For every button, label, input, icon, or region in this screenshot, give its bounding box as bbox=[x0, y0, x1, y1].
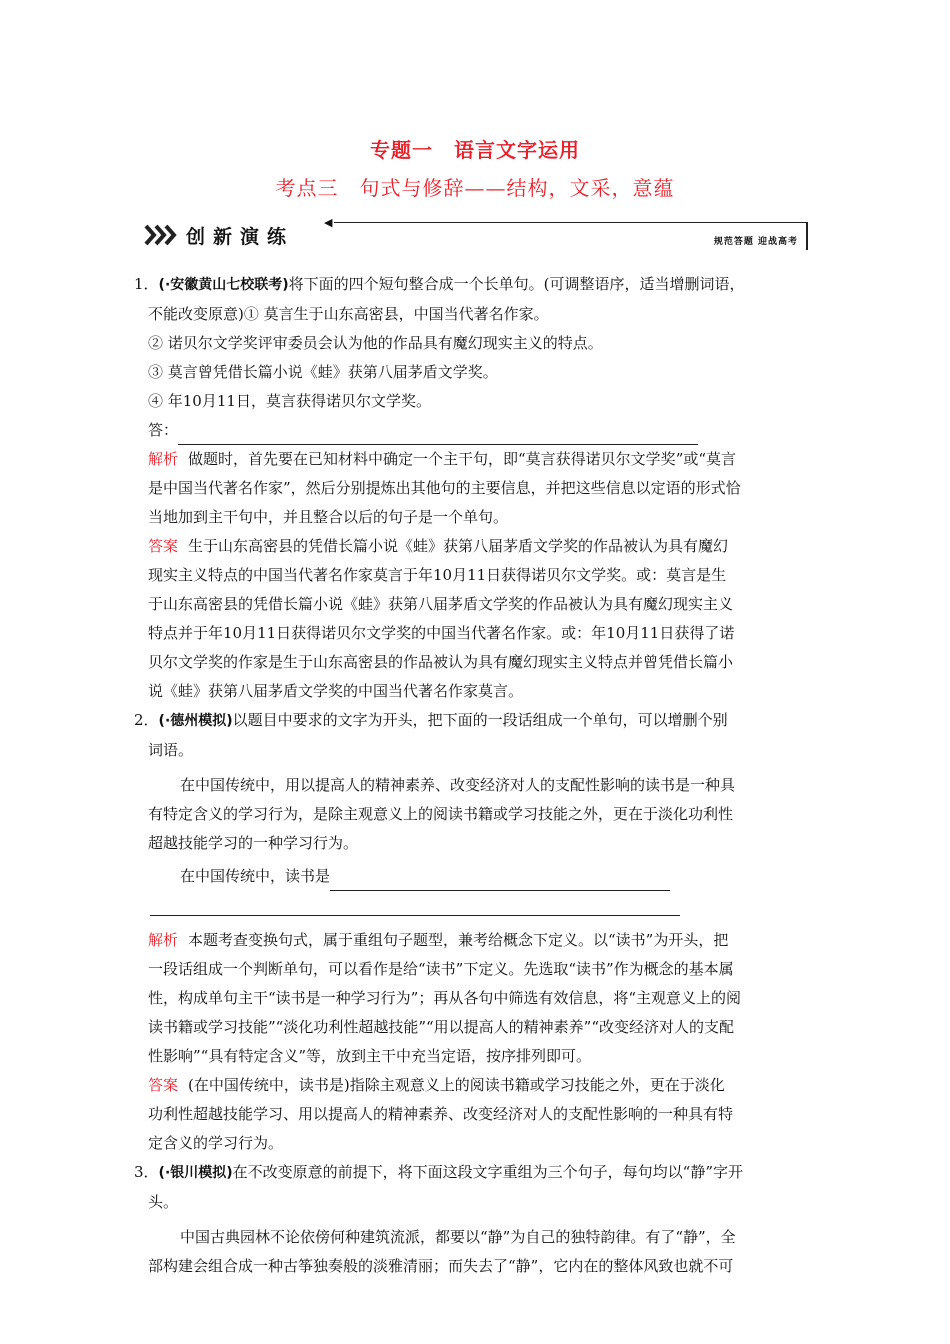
answer-line bbox=[134, 532, 814, 561]
question-text: 将下面的四个短句整合成一个长单句。(可调整语序，适当增删词语， bbox=[288, 275, 745, 293]
analysis-line: 一段话组成一个判断单句，可以看作是给“读书”下定义。先选取“读书”作为概念的基本属 bbox=[148, 960, 734, 978]
passage-line: 超越技能学习的一种学习行为。 bbox=[148, 834, 359, 852]
question-number: 1． bbox=[134, 275, 159, 293]
answer-text: (在中国传统中，读书是)指除主观意义上的阅读书籍或学习技能之外，更在于淡化 bbox=[188, 1076, 725, 1094]
sentence-3: ③ 莫言曾凭借长篇小说《蛙》获第八届茅盾文学奖。 bbox=[148, 363, 498, 381]
analysis-line: 是中国当代著名作家”，然后分别提炼出其他句的主要信息，并把这些信息以定语的形式恰 bbox=[148, 479, 741, 497]
answer-row bbox=[134, 416, 814, 445]
question-number: 3． bbox=[134, 1163, 159, 1181]
answer-line bbox=[134, 1071, 814, 1100]
question-text: 不能改变原意)① 莫言生于山东高密县，中国当代著名作家。 bbox=[148, 305, 549, 323]
question-text: 头。 bbox=[148, 1193, 179, 1211]
answer-line: 特点并于年10月11日获得诺贝尔文学奖的中国当代著名作家。或：年10月11日获得了诺 bbox=[148, 624, 735, 642]
banner-tag: 规范答题 迎战高考 bbox=[713, 237, 798, 247]
analysis-line: 性影响”“具有特定含义”等，放到主干中充当定语，按序排列即可。 bbox=[148, 1047, 592, 1065]
section-banner bbox=[144, 218, 810, 252]
chevron-right-icon bbox=[144, 224, 180, 246]
question-text: 以题目中要求的文字为开头，把下面的一段话组成一个单句，可以增删个别 bbox=[232, 711, 728, 729]
analysis-label: 解析 bbox=[148, 931, 179, 949]
passage-line: 在中国传统中，用以提高人的精神素养、改变经济对人的支配性影响的读书是一种具 bbox=[180, 776, 736, 794]
question-source: (·银川模拟) bbox=[158, 1165, 233, 1181]
banner-title: 创新演练 bbox=[186, 226, 295, 248]
answer-label: 答案 bbox=[148, 537, 179, 555]
banner-rule bbox=[334, 222, 806, 223]
answer-line: 功利性超越技能学习、用以提高人的精神素养、改变经济对人的支配性影响的一种具有特 bbox=[148, 1105, 734, 1123]
banner-rule-end bbox=[806, 222, 808, 250]
analysis-line: 读书籍或学习技能”“淡化功利性超越技能”“用以提高人的精神素养”“改变经济对人的支配 bbox=[148, 1018, 735, 1036]
analysis-line bbox=[134, 926, 814, 955]
passage-line: 有特定含义的学习行为，是除主观意义上的阅读书籍或学习技能之外，更在于淡化功利性 bbox=[148, 805, 734, 823]
analysis-label: 解析 bbox=[148, 450, 179, 468]
question-1-stem bbox=[134, 270, 814, 300]
answer-row bbox=[134, 862, 814, 891]
answer-line: 说《蛙》获第八届茅盾文学奖的中国当代著名作家莫言。 bbox=[148, 682, 524, 700]
question-3-stem bbox=[134, 1158, 814, 1188]
question-text: 词语。 bbox=[148, 741, 194, 759]
answer-blank[interactable] bbox=[178, 426, 698, 445]
answer-line: 现实主义特点的中国当代著名作家莫言于年10月11日获得诺贝尔文学奖。或：莫言是生 bbox=[148, 566, 727, 584]
passage-line: 部构建会组合成一种古筝独奏般的淡雅清丽；而失去了“静”，它内在的整体风致也就不可 bbox=[148, 1257, 734, 1275]
answer-blank-line[interactable] bbox=[150, 891, 680, 916]
passage-line: 中国古典园林不论依傍何种建筑流派，都要以“静”为自己的独特韵律。有了“静”，全 bbox=[180, 1228, 736, 1246]
question-source: (·安徽黄山七校联考) bbox=[158, 277, 289, 293]
analysis-text: 本题考查变换句式，属于重组句子题型，兼考给概念下定义。以“读书”为开头，把 bbox=[188, 931, 729, 949]
question-number: 2． bbox=[134, 711, 159, 729]
answer-blank[interactable] bbox=[330, 872, 670, 891]
answer-prompt: 在中国传统中，读书是 bbox=[180, 867, 331, 885]
answer-prompt: 答： bbox=[148, 421, 179, 439]
page-title: 专题一 语言文字运用 bbox=[370, 138, 580, 162]
question-text: 在不改变原意的前提下，将下面这段文字重组为三个句子，每句均以“静”字开 bbox=[232, 1163, 744, 1181]
answer-line: 定含义的学习行为。 bbox=[148, 1134, 284, 1152]
analysis-line bbox=[134, 445, 814, 474]
answer-text: 生于山东高密县的凭借长篇小说《蛙》获第八届茅盾文学奖的作品被认为具有魔幻 bbox=[188, 537, 729, 555]
analysis-text: 做题时，首先要在已知材料中确定一个主干句，即“莫言获得诺贝尔文学奖”或“莫言 bbox=[188, 450, 737, 468]
sentence-4: ④ 年10月11日，莫言获得诺贝尔文学奖。 bbox=[148, 392, 431, 410]
question-2-stem bbox=[134, 706, 814, 736]
sentence-2: ② 诺贝尔文学奖评审委员会认为他的作品具有魔幻现实主义的特点。 bbox=[148, 334, 603, 352]
exercise-content bbox=[134, 270, 814, 1281]
analysis-line: 当地加到主干句中，并且整合以后的句子是一个单句。 bbox=[148, 508, 509, 526]
answer-label: 答案 bbox=[148, 1076, 179, 1094]
answer-line: 贝尔文学奖的作家是生于山东高密县的作品被认为具有魔幻现实主义特点并曾凭借长篇小 bbox=[148, 653, 734, 671]
arrow-left-icon: ◀ bbox=[324, 216, 333, 229]
question-source: (·德州模拟) bbox=[158, 713, 233, 729]
answer-line: 于山东高密县的凭借长篇小说《蛙》获第八届茅盾文学奖的作品被认为具有魔幻现实主义 bbox=[148, 595, 734, 613]
analysis-line: 性，构成单句主干“读书是一种学习行为”；再从各句中筛选有效信息，将“主观意义上的阅 bbox=[148, 989, 742, 1007]
page-subtitle: 考点三 句式与修辞——结构，文采，意蕴 bbox=[275, 176, 675, 200]
